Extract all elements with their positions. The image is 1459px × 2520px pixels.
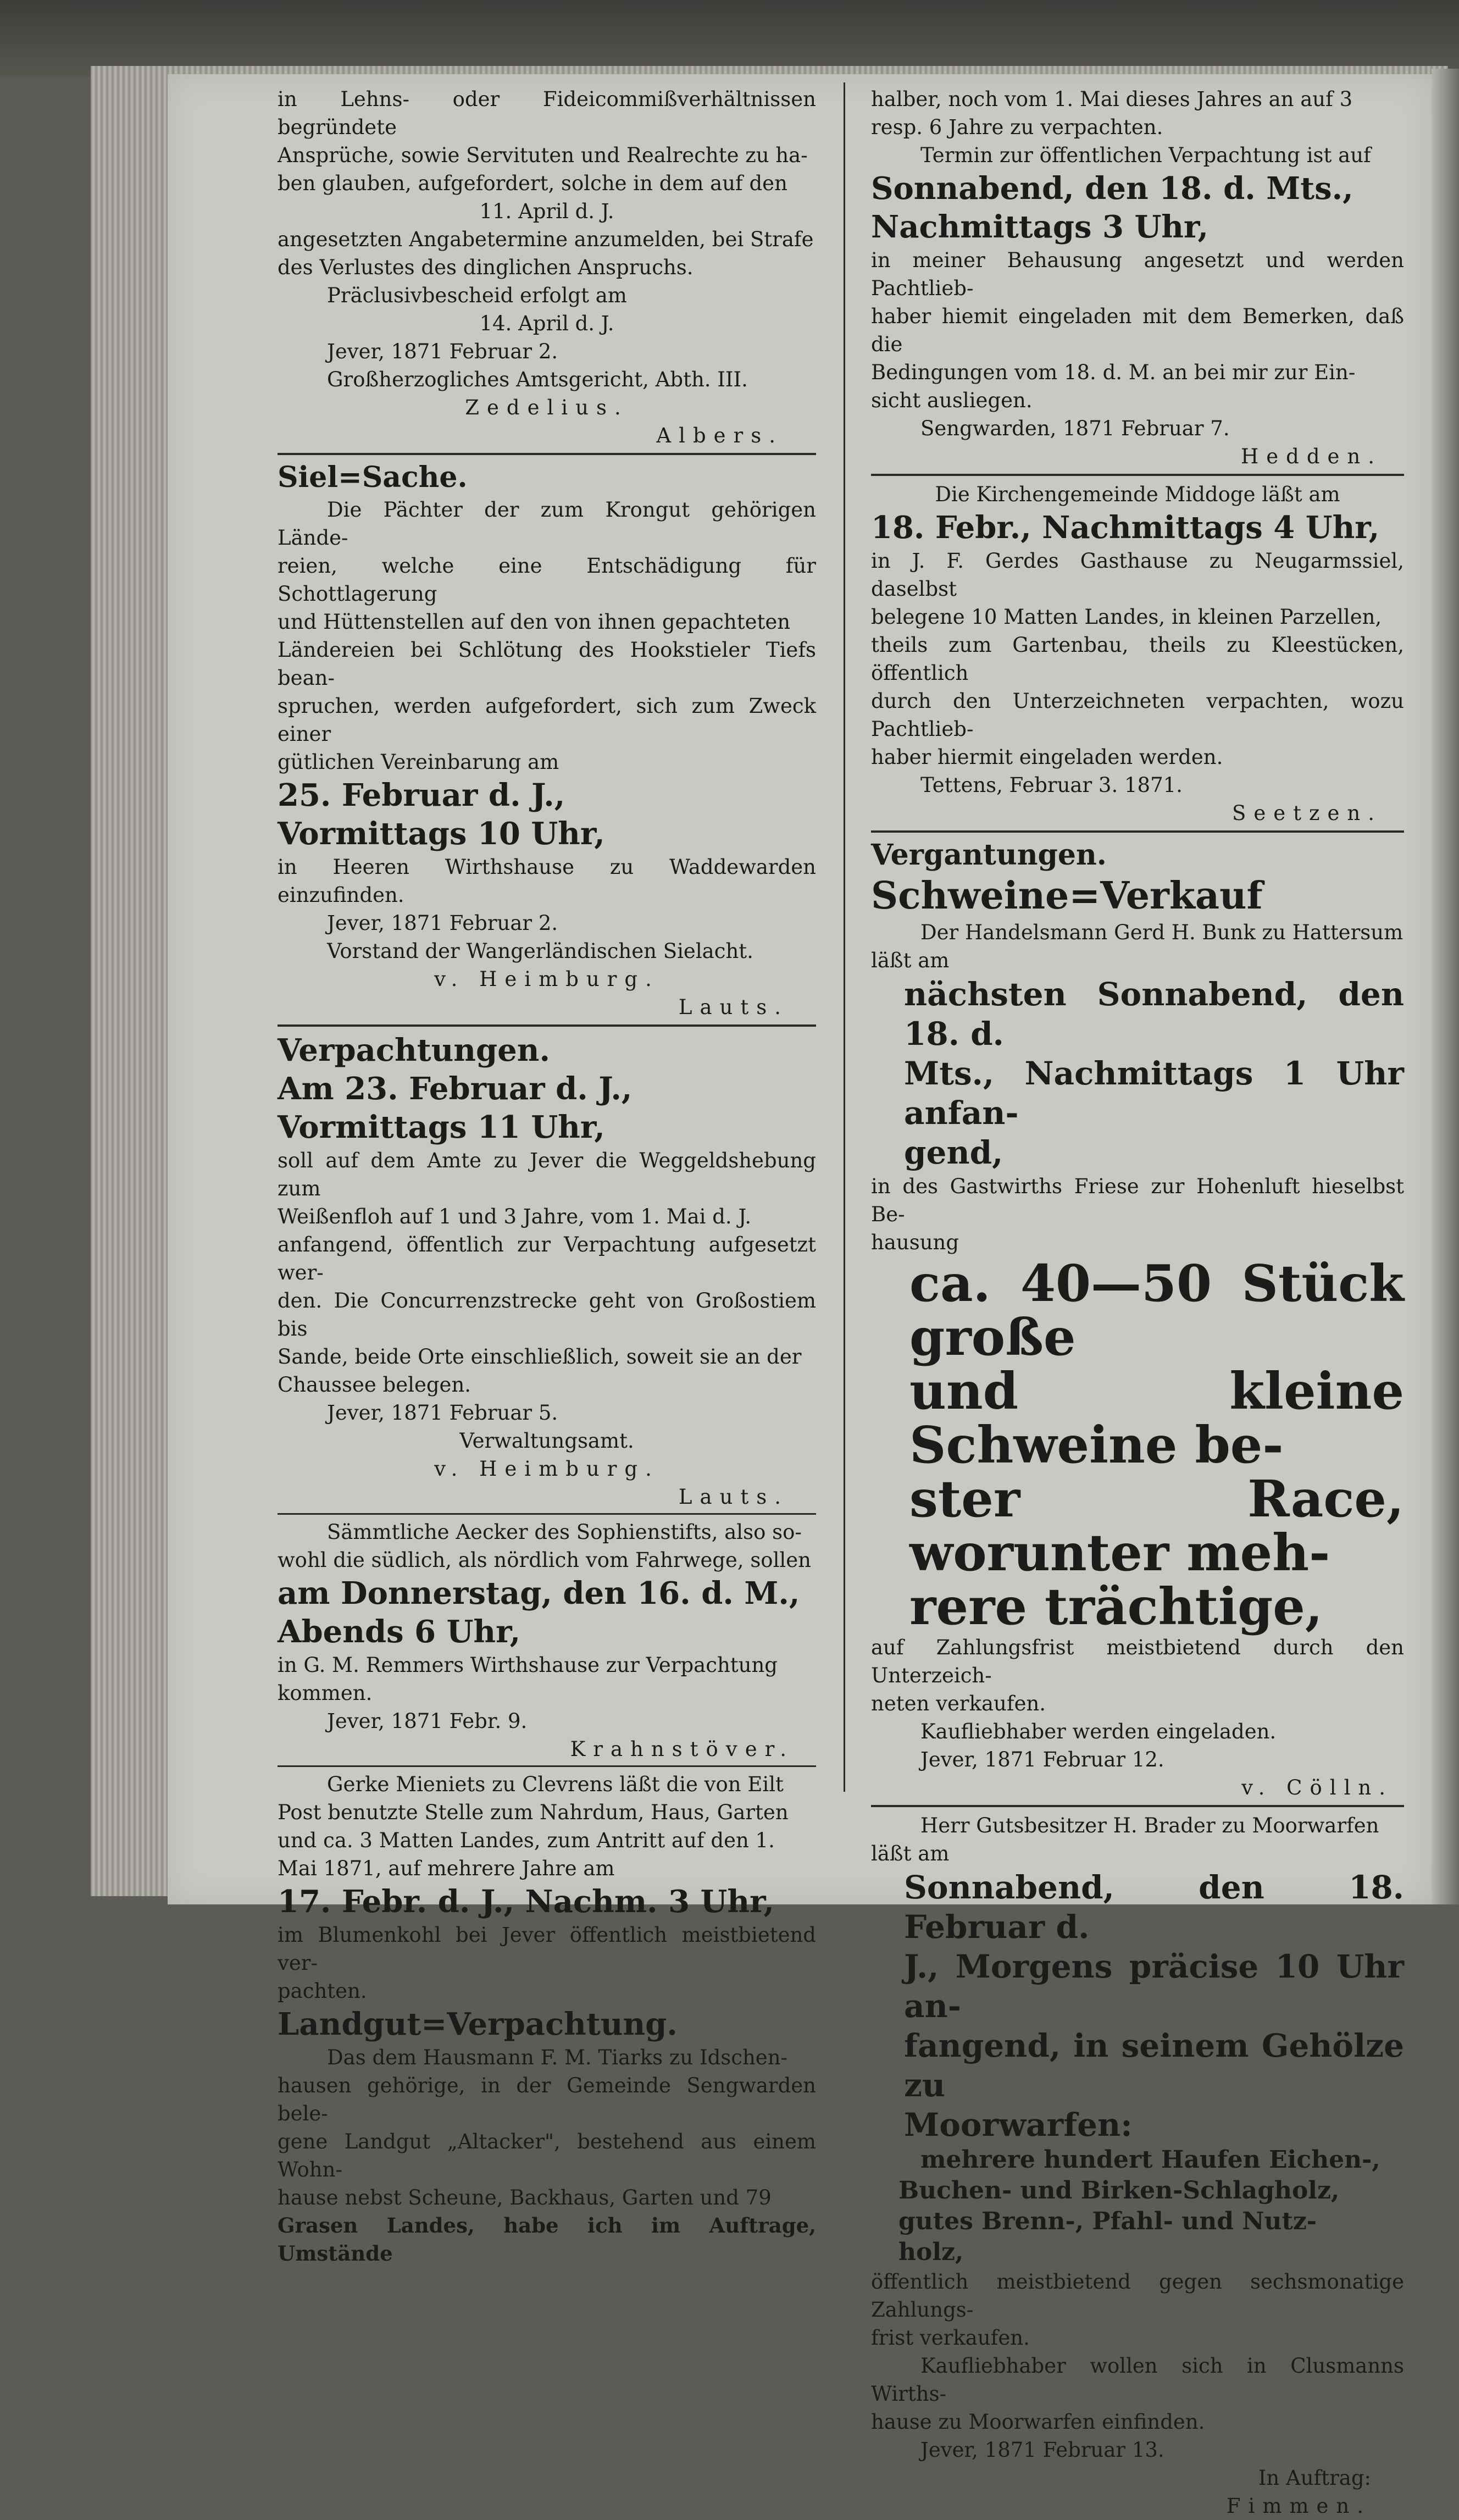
text-line: Sande, beide Orte einschließlich, soweit sie an der: [278, 1345, 802, 1369]
offer-item: mehrere hundert Haufen Eichen-,: [920, 2146, 1380, 2174]
text-line: haber hiermit eingeladen werden.: [871, 745, 1223, 769]
text-line: Chaussee belegen.: [278, 1373, 471, 1397]
text-line: Mai 1871, auf mehrere Jahre am: [278, 1857, 615, 1880]
text-line: in des Gastwirths Friese zur Hohenluft hieselbst Be-: [871, 1175, 1404, 1226]
text-line: in J. F. Gerdes Gasthause zu Neugarmssiel, daselbst: [871, 549, 1404, 601]
deadline-date: 14. April d. J.: [479, 312, 614, 335]
text-line: haber hiemit eingeladen mit dem Bemerken, daß die: [871, 304, 1404, 356]
text-line: läßt am: [871, 1842, 950, 1865]
event-date: Am 23. Februar d. J.,: [278, 1071, 633, 1107]
section-title: Schweine=Verkauf: [871, 874, 1263, 918]
section-title: Siel=Sache.: [278, 461, 468, 494]
signature: Krahnstöver.: [570, 1737, 794, 1761]
text-line: Termin zur öffentlichen Verpachtung ist auf: [920, 143, 1371, 167]
signature: Zedelius.: [465, 396, 629, 419]
signature: v. Heimburg.: [434, 1457, 659, 1481]
place-date: Jever, 1871 Februar 2.: [327, 340, 558, 363]
text-line: in Lehns- oder Fideicommißverhältnissen begründete: [278, 87, 816, 139]
offer-item: gutes Brenn-, Pfahl- und Nutz-: [898, 2207, 1317, 2235]
headline-offer: rere trächtige,: [909, 1577, 1323, 1636]
event-time: Nachmittags 3 Uhr,: [871, 209, 1208, 245]
section-rule: [871, 1805, 1404, 1807]
text-line: im Blumenkohl bei Jever öffentlich meistbietend ver-: [278, 1923, 816, 1975]
text-line: anfangend, öffentlich zur Verpachtung aufgesetzt wer-: [278, 1233, 816, 1284]
text-line: in G. M. Remmers Wirthshause zur Verpachtung: [278, 1653, 778, 1677]
text-line: halber, noch vom 1. Mai dieses Jahres an auf 3: [871, 87, 1353, 111]
book-right-edge: [1432, 69, 1459, 1904]
scan-background: [0, 0, 1459, 77]
text-line: Präclusivbescheid erfolgt am: [327, 284, 627, 307]
right-column: [871, 85, 1404, 2520]
text-line: den. Die Concurrenzstrecke geht von Großostiem bis: [278, 1289, 816, 1341]
text-line: Die Pächter der zum Krongut gehörigen Lände-: [278, 498, 816, 550]
place-date: Jever, 1871 Februar 13.: [920, 2438, 1164, 2462]
text-line: spruchen, werden aufgefordert, sich zum Zweck einer: [278, 694, 816, 746]
signature: Albers.: [656, 424, 783, 447]
text-line: Herr Gutsbesitzer H. Brader zu Moorwarfen: [920, 1814, 1379, 1837]
section-rule: [871, 474, 1404, 476]
place-date: Jever, 1871 Februar 12.: [920, 1748, 1164, 1771]
place-date: Jever, 1871 Februar 2.: [327, 911, 558, 935]
section-rule: [278, 453, 816, 455]
text-line: gene Landgut „Altacker", bestehend aus einem Wohn-: [278, 2130, 816, 2181]
signature: v. Heimburg.: [434, 967, 659, 991]
text-line: Sämmtliche Aecker des Sophienstifts, also so-: [327, 1520, 802, 1544]
text-line: durch den Unterzeichneten verpachten, wozu Pachtlieb-: [871, 689, 1404, 741]
text-line: Kaufliebhaber wollen sich in Clusmanns Wirths-: [871, 2354, 1404, 2406]
authority: Verwaltungsamt.: [459, 1429, 634, 1453]
text-line: Kaufliebhaber werden eingeladen.: [920, 1720, 1277, 1743]
text-line: angesetzten Angabetermine anzumelden, bei Strafe: [278, 228, 814, 251]
event-date: Mts., Nachmittags 1 Uhr anfan-: [904, 1055, 1404, 1132]
headline-offer: und kleine Schweine be-: [909, 1361, 1404, 1475]
text-line: auf Zahlungsfrist meistbietend durch den Unterzeich-: [871, 1636, 1404, 1687]
text-line: reien, welche eine Entschädigung für Schottlagerung: [278, 554, 816, 606]
text-line: wohl die südlich, als nördlich vom Fahrwege, sollen: [278, 1548, 811, 1572]
text-line: Das dem Hausmann F. M. Tiarks zu Idschen-: [327, 2046, 788, 2069]
event-date: J., Morgens präcise 10 Uhr an-: [904, 1948, 1404, 2025]
text-line: Bedingungen vom 18. d. M. an bei mir zur Ein-: [871, 361, 1356, 384]
text-line: ben glauben, aufgefordert, solche in dem auf den: [278, 171, 787, 195]
text-line: Weißenfloh auf 1 und 3 Jahre, vom 1. Mai d. J.: [278, 1205, 752, 1228]
place-date: Jever, 1871 Februar 5.: [327, 1401, 558, 1425]
event-date: Sonnabend, den 18. d. Mts.,: [871, 170, 1353, 207]
event-date: Moorwarfen:: [904, 2106, 1133, 2144]
event-date: nächsten Sonnabend, den 18. d.: [904, 976, 1404, 1053]
headline-offer: ca. 40—50 Stück große: [909, 1254, 1404, 1367]
text-line: läßt am: [871, 949, 950, 972]
authority: Großherzogliches Amtsgericht, Abth. III.: [327, 368, 748, 391]
text-line: hause nebst Scheune, Backhaus, Garten und 79: [278, 2186, 772, 2209]
place-date: Sengwarden, 1871 Februar 7.: [920, 417, 1230, 440]
place-date: Tettens, Februar 3. 1871.: [920, 773, 1183, 797]
event-date: 18. Febr., Nachmittags 4 Uhr,: [871, 509, 1380, 546]
section-title: Landgut=Verpachtung.: [278, 2006, 678, 2042]
text-line: neten verkaufen.: [871, 1692, 1046, 1715]
text-line: Ansprüche, sowie Servituten und Realrechte zu ha-: [278, 143, 808, 167]
event-date: am Donnerstag, den 16. d. M.,: [278, 1575, 800, 1611]
text-line: und ca. 3 Matten Landes, zum Antritt auf den 1.: [278, 1829, 775, 1852]
section-rule: [278, 1024, 816, 1027]
text-line: hausung: [871, 1231, 959, 1254]
text-line: Ländereien bei Schlötung des Hookstieler Tiefs bean-: [278, 638, 816, 690]
text-line: belegene 10 Matten Landes, in kleinen Parzellen,: [871, 605, 1382, 629]
event-date: 25. Februar d. J.,: [278, 777, 565, 813]
event-date: fangend, in seinem Gehölze zu: [904, 2027, 1404, 2104]
left-column: [278, 85, 816, 2268]
text-line: resp. 6 Jahre zu verpachten.: [871, 115, 1163, 139]
signature: Lauts.: [678, 995, 789, 1019]
signature: Lauts.: [678, 1485, 789, 1509]
signature: Seetzen.: [1232, 801, 1382, 825]
offer-item: holz,: [898, 2238, 964, 2266]
text-line: hausen gehörige, in der Gemeinde Sengwarden bele-: [278, 2074, 816, 2125]
event-time: Vormittags 11 Uhr,: [278, 1109, 605, 1145]
text-line: öffentlich meistbietend gegen sechsmonatige Zahlungs-: [871, 2270, 1404, 2322]
signature: Hedden.: [1240, 445, 1382, 468]
text-line: Grasen Landes, habe ich im Auftrage, Umstände: [278, 2213, 816, 2266]
text-line: und Hüttenstellen auf den von ihnen gepachteten: [278, 610, 791, 634]
text-line: des Verlustes des dinglichen Anspruchs.: [278, 256, 694, 279]
text-line: Der Handelsmann Gerd H. Bunk zu Hattersum: [920, 921, 1403, 944]
deadline-date: 11. April d. J.: [479, 200, 614, 223]
signature: Fimmen.: [1226, 2494, 1371, 2518]
event-date: gend,: [904, 1134, 1003, 1171]
text-line: theils zum Gartenbau, theils zu Kleestücken, öffentlich: [871, 633, 1404, 685]
authority: Vorstand der Wangerländischen Sielacht.: [327, 939, 753, 963]
section-rule: [871, 830, 1404, 833]
event-date: Sonnabend, den 18. Februar d.: [904, 1869, 1404, 1946]
headline-offer: ster Race, worunter meh-: [909, 1469, 1404, 1582]
text-line: hause zu Moorwarfen einfinden.: [871, 2410, 1205, 2434]
place-date: Jever, 1871 Febr. 9.: [327, 1709, 528, 1733]
signature: v. Cölln.: [1241, 1776, 1393, 1799]
text-line: in meiner Behausung angesetzt und werden Pachtlieb-: [871, 248, 1404, 300]
text-line: Die Kirchengemeinde Middoge läßt am: [935, 483, 1340, 506]
text-line: Post benutzte Stelle zum Nahrdum, Haus, Garten: [278, 1801, 789, 1824]
event-time: Vormittags 10 Uhr,: [278, 816, 605, 852]
text-line: in Heeren Wirthshause zu Waddewarden einzufinden.: [278, 855, 816, 907]
text-line: In Auftrag:: [1258, 2466, 1371, 2490]
text-line: pachten.: [278, 1979, 367, 2003]
text-line: sicht ausliegen.: [871, 389, 1033, 412]
event-time: Abends 6 Uhr,: [278, 1614, 521, 1650]
column-divider: [844, 82, 845, 1792]
text-line: frist verkaufen.: [871, 2326, 1030, 2350]
section-rule: [278, 1513, 816, 1515]
event-date: 17. Febr. d. J., Nachm. 3 Uhr,: [278, 1884, 775, 1920]
text-line: gütlichen Vereinbarung am: [278, 750, 559, 774]
text-line: Gerke Mieniets zu Clevrens läßt die von Eilt: [327, 1773, 784, 1796]
section-title: Verpachtungen.: [278, 1032, 550, 1068]
text-line: kommen.: [278, 1681, 373, 1705]
offer-item: Buchen- und Birken-Schlagholz,: [898, 2176, 1340, 2205]
section-rule: [278, 1765, 816, 1767]
section-title: Vergantungen.: [871, 838, 1107, 872]
text-line: soll auf dem Amte zu Jever die Weggeldshebung zum: [278, 1149, 816, 1200]
